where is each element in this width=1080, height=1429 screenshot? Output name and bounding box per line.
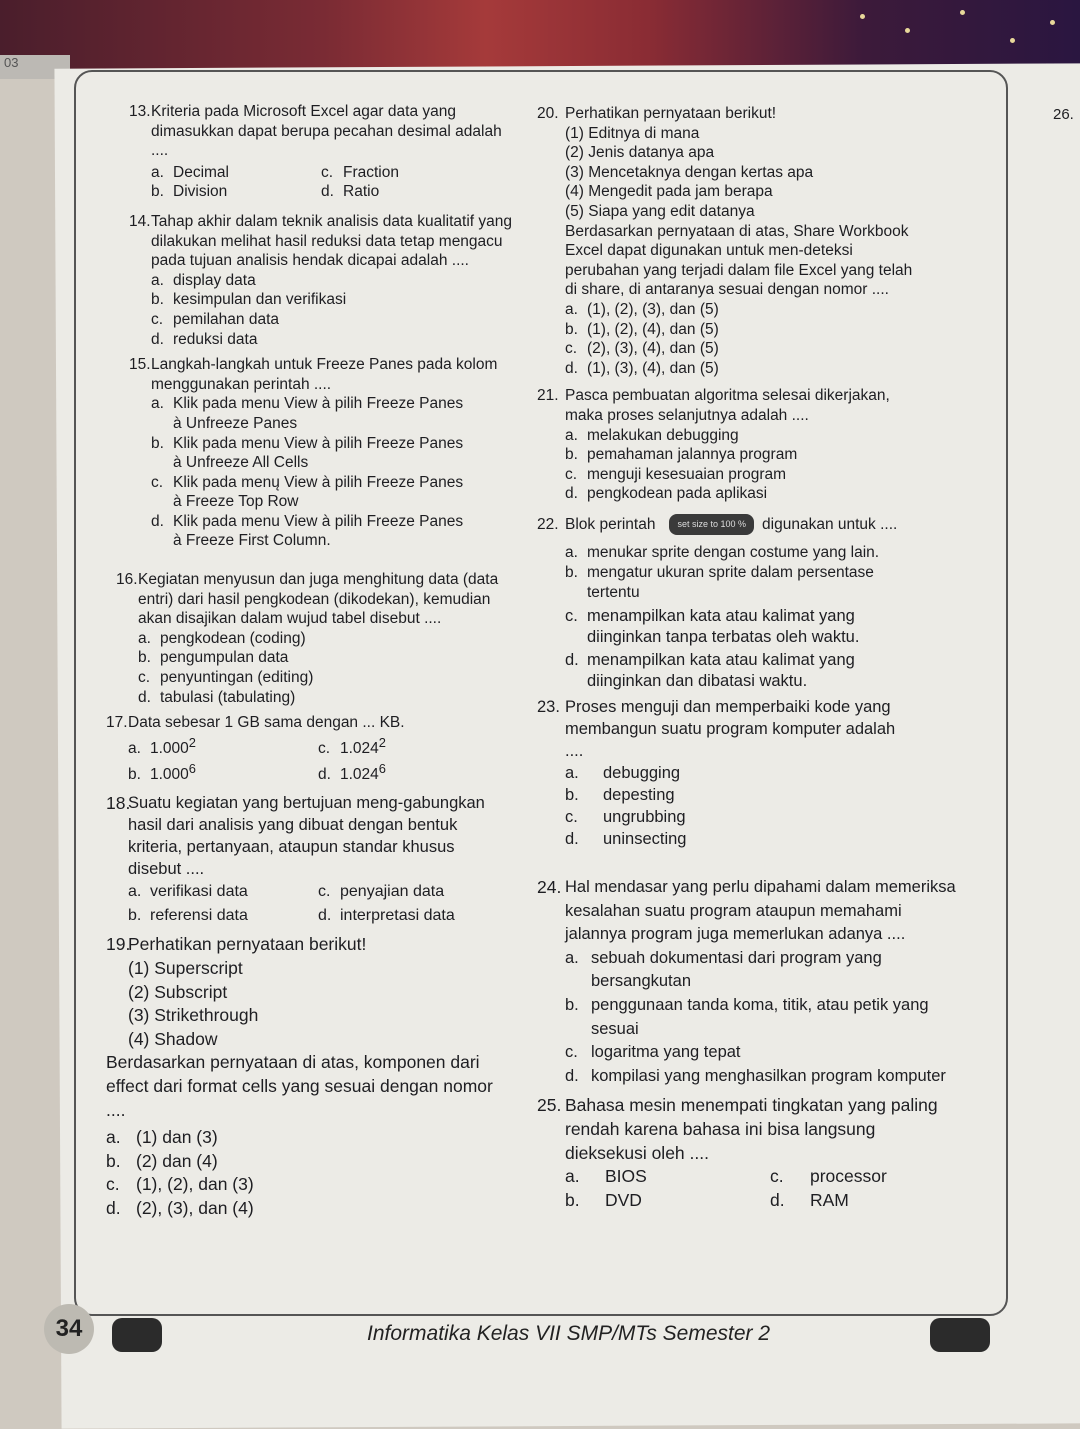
scratch-block: set size to 100 % [669,514,754,536]
fabric-pattern-dot [905,28,910,33]
question-text: Kegiatan menyusun dan juga menghitung data (data entri) dari hasil pengkodean (dikodekan), kemudian akan disajikan dalam wujud tabel disebut .... [138,571,499,628]
option-text[interactable]: processor [810,1166,887,1187]
option-text[interactable]: interpretasi data [340,906,455,924]
question-25 [537,1094,957,1212]
option-letter: b. [128,765,141,783]
fabric-pattern-dot [860,14,865,19]
option-letter: b. [151,434,164,452]
option-letter: b. [151,183,164,201]
option-text[interactable]: 1.024 [340,739,379,757]
statement-item: (3) Strikethrough [128,1005,259,1026]
fabric-pattern-dot [960,10,965,15]
question-20 [537,104,917,378]
option-letter: d. [321,183,334,201]
option-letter: c. [565,607,578,626]
option-text[interactable]: melakukan debugging [587,426,739,444]
option-letter: c. [318,739,331,757]
option-letter: d. [565,1066,579,1085]
option-letter: d. [138,688,151,706]
option-text[interactable]: menukar sprite dengan costume yang lain. [587,544,880,562]
question-text: Bahasa mesin menempati tingkatan yang paling rendah karena bahasa ini bisa langsung dieksekusi oleh .... [565,1095,938,1163]
option-text[interactable]: penyuntingan (editing) [160,668,314,686]
option-text[interactable]: Decimal [173,163,229,181]
option-letter: d. [318,765,331,783]
option-text[interactable]: display data [173,271,256,289]
question-24 [537,876,957,1088]
question-text: Kriteria pada Microsoft Excel agar data yang dimasukkan dapat berupa pecahan desimal adalah .... [151,103,502,160]
option-text[interactable]: Ratio [343,183,380,201]
option-letter: a. [151,271,164,289]
fabric-pattern-dot [1050,20,1055,25]
option-letter: c. [770,1166,784,1187]
option-text[interactable]: reduksi data [173,330,258,348]
question-13 [129,102,514,202]
option-letter: b. [138,649,151,667]
option-text[interactable]: logaritma yang tepat [591,1043,741,1062]
question-number: 17. [106,714,128,732]
question-15 [129,355,514,551]
option-text[interactable]: ungrubbing [603,808,686,827]
option-grid [129,182,514,202]
option-text[interactable]: Klik pada menų View à pilih Freeze Panes [173,473,464,491]
option-text[interactable]: (2), (3), dan (4) [136,1197,254,1218]
question-number: 24. [537,877,562,897]
left-column [129,102,514,551]
option-grid [106,759,506,785]
option-letter: c. [106,1174,120,1195]
question-number: 21. [537,387,559,405]
question-23 [537,696,917,850]
question-number: 18. [106,793,131,814]
option-letter: b. [565,995,579,1014]
option-letter: c. [151,310,164,328]
option-text[interactable]: verifikasi data [150,883,248,901]
question-number: 22. [537,515,559,533]
question-21 [537,386,917,504]
option-letter: a. [151,163,164,181]
option-letter: a. [565,764,579,783]
option-text[interactable]: Fraction [343,163,399,181]
option-text[interactable]: (2) dan (4) [136,1150,218,1171]
statement-item: (3) Mencetaknya dengan kertas apa [565,163,814,181]
option-text[interactable]: (1) dan (3) [136,1127,218,1148]
question-18 [106,792,506,927]
option-letter: b. [565,1189,580,1210]
right-column [537,104,917,850]
question-text-continued: Berdasarkan pernyataan di atas, Share Workbook Excel dapat digunakan untuk men-deteksi perubahan yang terjadi dalam file Excel yang telah di share, di antaranya sesuai dengan nomor .... [565,222,913,299]
option-letter: a. [565,544,578,562]
option-letter: c. [565,465,578,483]
option-letter: a. [565,948,579,967]
option-text[interactable]: kesimpulan dan verifikasi [173,291,347,309]
option-text-cont[interactable]: à Freeze Top Row [173,493,299,511]
option-grid [106,904,506,928]
option-text[interactable]: depesting [603,786,675,805]
option-text[interactable]: Division [173,183,228,201]
option-text[interactable]: penggunaan tanda koma, titik, atau petik yang sesuai [591,995,929,1038]
option-letter: a. [151,395,164,413]
question-text: Suatu kegiatan yang bertujuan meng-gabungkan hasil dari analisis yang dibuat dengan bentuk kriteria, pertanyaan, ataupun standar khusus disebut .... [128,794,485,879]
option-text[interactable]: (1), (2), (4), dan (5) [587,320,719,338]
option-text[interactable]: (1), (2), dan (3) [136,1174,254,1195]
option-text-cont[interactable]: à Freeze First Column. [173,532,331,550]
question-number: 16. [116,571,138,588]
option-letter: c. [321,163,334,181]
question-17 [106,713,506,784]
option-grid [129,163,514,183]
option-text-cont[interactable]: à Unfreeze All Cells [173,454,309,472]
fabric-pattern-dot [1010,38,1015,43]
option-letter: d. [151,512,164,530]
option-letter: d. [565,485,578,503]
footer-decoration [930,1318,990,1352]
question-text-continued: digunakan untuk .... [762,515,898,533]
option-letter: a. [128,739,141,757]
option-text[interactable]: Klik pada menu View à pilih Freeze Panes [173,434,464,452]
option-letter: b. [128,906,142,924]
left-column-lower [106,570,506,1221]
option-letter: a. [138,629,151,647]
option-letter: c. [565,340,578,358]
option-letter: d. [565,359,578,377]
question-number: 13. [129,103,151,120]
option-text[interactable]: pemahaman jalannya program [587,446,798,464]
question-text: Perhatikan pernyataan berikut! [565,105,777,122]
question-14 [129,212,514,349]
option-letter: b. [565,786,579,805]
option-text[interactable]: 1.024 [340,765,379,783]
option-letter: a. [565,300,578,318]
option-text[interactable]: Klik pada menu View à pilih Freeze Panes [173,395,464,413]
option-text[interactable]: referensi data [150,906,248,924]
question-number: 15. [129,356,151,374]
exponent: 6 [188,760,196,776]
option-text[interactable]: menampilkan kata atau kalimat yang diinginkan dan dibatasi waktu. [587,651,855,691]
question-text: Tahap akhir dalam teknik analisis data kualitatif yang dilakukan melihat hasil reduksi data tetap mengacu pada tujuan analisis hendak dicapai adalah .... [151,212,513,270]
option-letter: a. [565,426,578,444]
question-text: Data sebesar 1 GB sama dengan ... KB. [128,714,405,732]
question-22 [537,514,917,692]
option-letter: c. [565,1043,578,1062]
option-text[interactable]: mengatur ukuran sprite dalam persentase tertentu [587,564,874,601]
question-19 [106,933,506,1220]
option-text[interactable]: (2), (3), (4), dan (5) [587,340,719,358]
exponent: 2 [378,734,386,750]
question-number: 25. [537,1095,562,1116]
question-text-continued: Berdasarkan pernyataan di atas, komponen dari effect dari format cells yang sesuai dengan nomor .... [106,1052,493,1120]
question-number: 23. [537,698,560,717]
question-text: Perhatikan pernyataan berikut! [128,934,367,955]
footer-title: Informatika Kelas VII SMP/MTs Semester 2 [367,1322,771,1345]
option-letter: c. [151,473,164,491]
option-letter: d. [770,1189,785,1210]
option-letter: a. [106,1127,121,1148]
option-letter: d. [151,330,164,348]
option-grid [106,880,506,904]
option-text[interactable]: tabulasi (tabulating) [160,688,296,706]
option-letter: d. [565,651,579,670]
option-text[interactable]: Klik pada menu View à pilih Freeze Panes [173,512,464,530]
statement-item: (5) Siapa yang edit datanya [565,202,755,220]
option-text[interactable]: menampilkan kata atau kalimat yang diinginkan tanpa terbatas oleh waktu. [587,607,860,647]
option-text[interactable]: pemilahan data [173,310,279,328]
statement-item: (2) Subscript [128,981,228,1002]
question-number: 20. [537,105,559,122]
statement-item: (2) Jenis datanya apa [565,144,715,162]
question-number: 14. [129,212,151,230]
option-text[interactable]: pengkodean pada aplikasi [587,485,768,503]
option-text[interactable]: kompilasi yang menghasilkan program komputer [591,1066,946,1085]
page-number [44,1304,94,1354]
option-letter: b. [565,446,578,464]
option-text[interactable]: pengumpulan data [160,649,289,667]
statement-item: (1) Editnya di mana [565,124,700,142]
statement-item: (4) Mengedit pada jam berapa [565,183,773,201]
option-letter: c. [318,883,331,901]
question-16 [106,570,506,707]
option-letter: d. [106,1197,121,1218]
option-letter: a. [128,883,142,901]
option-letter: b. [565,320,578,338]
option-letter: d. [565,830,579,849]
option-letter: c. [138,668,151,686]
option-text[interactable]: sebuah dokumentasi dari program yang bersangkutan [591,948,882,991]
option-text[interactable]: (1), (3), (4), dan (5) [587,359,719,377]
option-letter: b. [106,1150,121,1171]
option-text[interactable]: (1), (2), (3), dan (5) [587,300,719,318]
question-text: Pasca pembuatan algoritma selesai dikerjakan, maka proses selanjutnya adalah .... [565,387,890,424]
option-text[interactable]: uninsecting [603,830,687,849]
option-text[interactable]: pengkodean (coding) [160,629,306,647]
option-text[interactable]: penyajian data [340,883,445,901]
question-text: Proses menguji dan memperbaiki kode yang membangun suatu program komputer adalah .... [565,698,896,761]
option-letter: b. [151,291,164,309]
right-column-lower [537,876,957,1212]
page-number-text: 34 [55,1315,83,1342]
statement-item: (1) Superscript [128,958,243,979]
option-letter: d. [318,906,332,924]
option-text[interactable]: 1.000 [150,739,189,757]
next-question-number: 26. [1053,106,1074,123]
option-letter: c. [565,808,578,827]
statement-item: (4) Shadow [128,1028,218,1049]
question-text: Hal mendasar yang perlu dipahami dalam memeriksa kesalahan suatu program ataupun memahami jalannya program juga memerlukan adanya .... [565,878,956,944]
question-number: 19. [106,934,131,955]
option-letter: b. [565,564,578,582]
option-text[interactable]: BIOS [605,1166,647,1187]
exponent: 6 [378,760,386,776]
option-text[interactable]: debugging [603,764,681,783]
exponent: 2 [188,734,196,750]
footer-decoration [112,1318,162,1352]
corner-mark: 03 [4,55,19,70]
option-text[interactable]: DVD [605,1189,642,1210]
option-text[interactable]: menguji kesesuaian program [587,465,787,483]
option-text[interactable]: 1.000 [150,765,189,783]
option-grid [106,733,506,759]
option-letter: a. [565,1166,580,1187]
question-text: Langkah-langkah untuk Freeze Panes pada kolom menggunakan perintah .... [151,356,498,393]
option-text-cont[interactable]: à Unfreeze Panes [173,414,298,432]
option-text[interactable]: RAM [810,1189,849,1210]
question-text: Blok perintah [565,515,656,533]
